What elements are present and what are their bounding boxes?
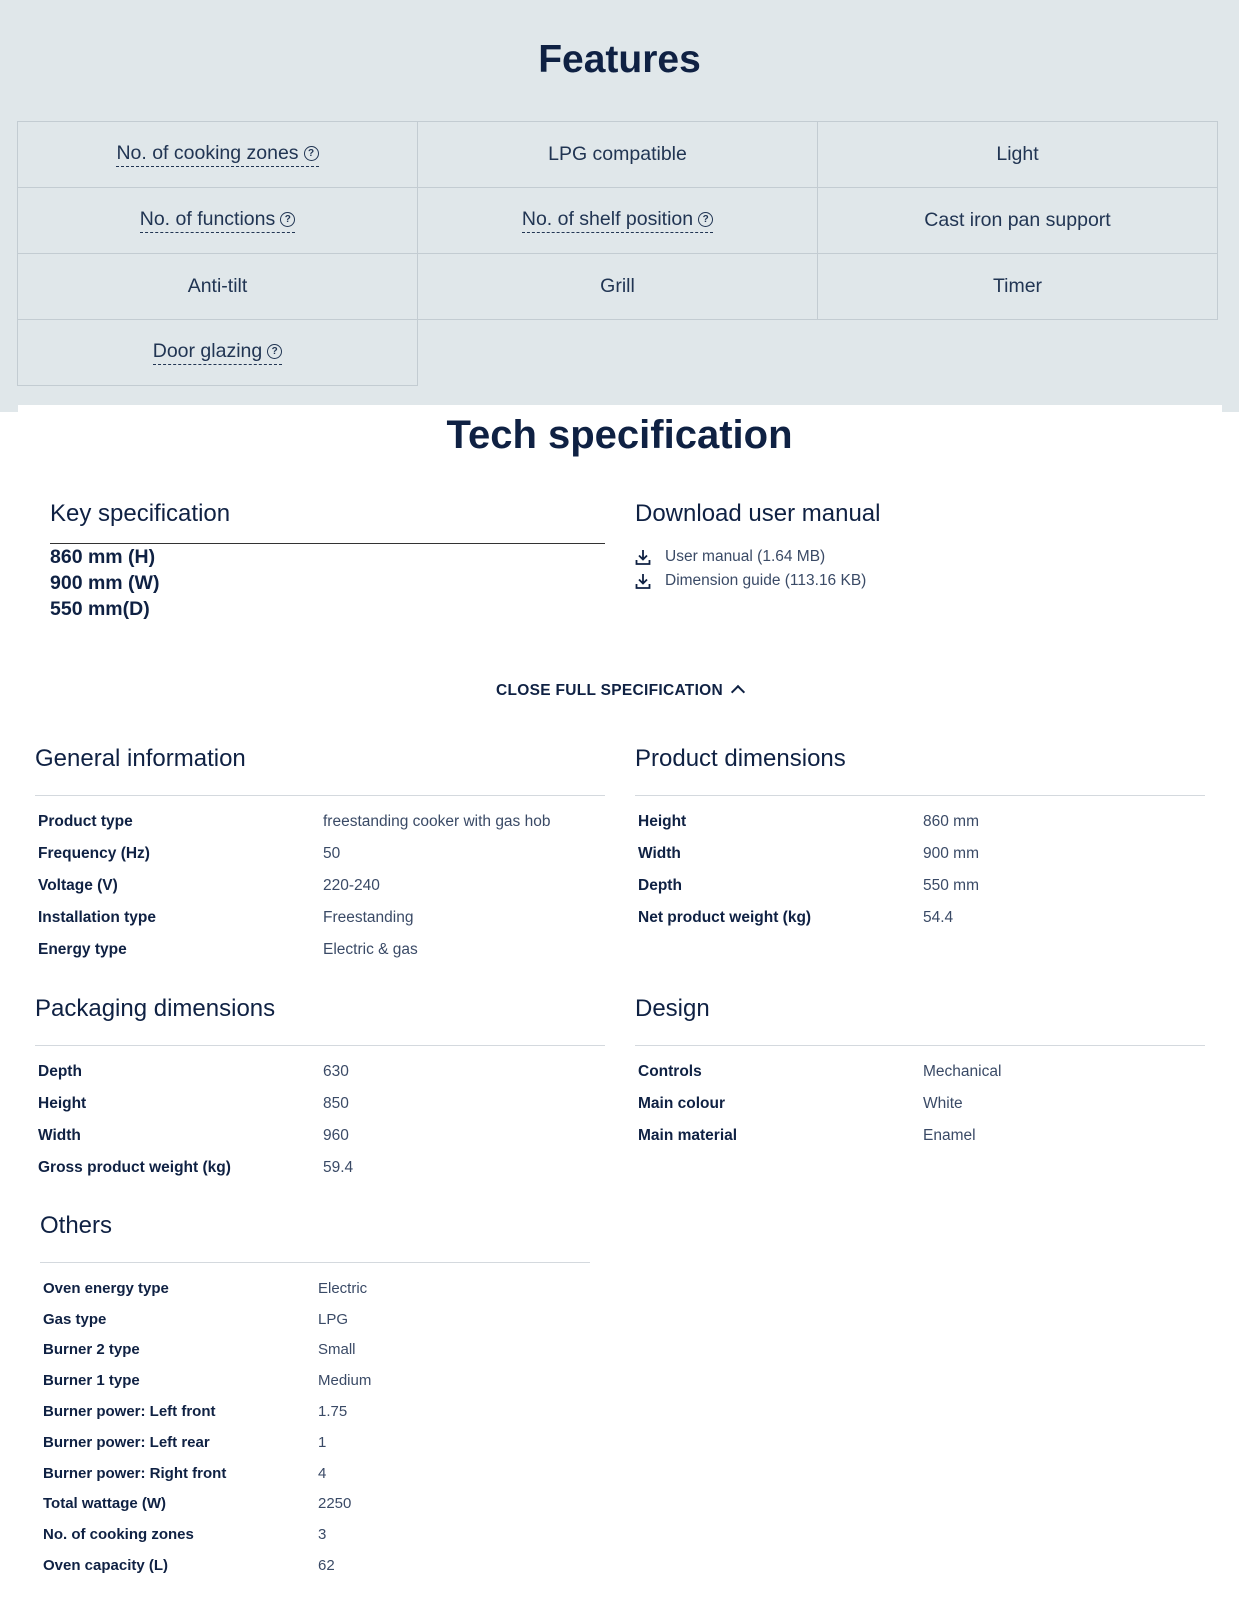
feature-tooltip-label[interactable]: [522, 208, 713, 233]
key-spec-height: 860 mm (H): [50, 546, 156, 568]
download-icon: [635, 549, 651, 565]
spec-value: 850: [323, 1095, 349, 1112]
spec-row: [40, 1273, 590, 1304]
question-mark-icon[interactable]: ?: [304, 146, 319, 161]
feature-label: LPG compatible: [548, 143, 687, 165]
spec-label: Total wattage (W): [43, 1495, 167, 1513]
spec-row: [635, 1056, 1205, 1088]
spec-row: [40, 1458, 590, 1489]
feature-label: Anti-tilt: [187, 275, 248, 297]
feature-label: Timer: [992, 275, 1043, 297]
spec-label: Burner 2 type: [43, 1341, 140, 1359]
feature-cell: [817, 121, 1218, 188]
spec-label: Net product weight (kg): [638, 909, 812, 926]
key-spec-title: Key specification: [50, 500, 231, 527]
spec-label: Burner power: Left rear: [43, 1433, 210, 1451]
spec-value: 3: [318, 1526, 327, 1544]
feature-cell[interactable]: [417, 187, 818, 254]
download-icon: [635, 573, 651, 589]
product-dimensions-block: [635, 745, 1205, 934]
feature-cell[interactable]: [17, 187, 418, 254]
feature-label: Grill: [600, 275, 635, 297]
spec-value: 900 mm: [923, 845, 979, 862]
others-block: [40, 1212, 590, 1581]
feature-tooltip-label[interactable]: [116, 142, 318, 167]
spec-row: [40, 1427, 590, 1458]
spec-row: [35, 1056, 605, 1088]
tech-title: Tech specification: [446, 413, 793, 457]
feature-label: No. of cooking zones: [116, 142, 299, 164]
section-divider: [35, 795, 605, 796]
spec-row: [40, 1519, 590, 1550]
spec-label: Controls: [638, 1063, 702, 1080]
feature-empty-cell: [417, 319, 818, 386]
section-heading: Packaging dimensions: [35, 995, 276, 1022]
spec-row: [35, 1152, 605, 1184]
spec-label: Height: [638, 813, 687, 830]
spec-value: 62: [318, 1557, 335, 1575]
spec-row: [40, 1489, 590, 1520]
spec-row: [635, 838, 1205, 870]
spec-label: Height: [38, 1095, 87, 1112]
spec-value: 220-240: [323, 877, 380, 894]
feature-label: Cast iron pan support: [924, 209, 1111, 231]
spec-row: [40, 1365, 590, 1396]
spec-value: 550 mm: [923, 877, 979, 894]
spec-row: [40, 1550, 590, 1581]
spec-label: Gas type: [43, 1310, 107, 1328]
design-block: [635, 995, 1205, 1152]
spec-value: 59.4: [323, 1159, 354, 1176]
spec-label: Voltage (V): [38, 877, 118, 894]
download-list: [635, 545, 866, 593]
key-spec-values: [50, 544, 159, 622]
spec-value: 1.75: [318, 1403, 348, 1421]
spec-row: [35, 1088, 605, 1120]
spec-label: Width: [38, 1127, 81, 1144]
spec-row: [35, 1120, 605, 1152]
spec-row: [635, 1088, 1205, 1120]
spec-label: Main material: [638, 1127, 738, 1144]
spec-label: Installation type: [38, 909, 156, 926]
chevron-up-icon: [731, 685, 745, 699]
spec-row: [635, 870, 1205, 902]
feature-cell: [417, 253, 818, 320]
feature-label: Light: [996, 143, 1039, 165]
spec-row: [35, 934, 605, 966]
spec-label: Main colour: [638, 1095, 725, 1112]
spec-label: Burner 1 type: [43, 1372, 140, 1390]
spec-label: Frequency (Hz): [38, 845, 150, 862]
spec-row: [35, 870, 605, 902]
spec-label: Depth: [38, 1063, 82, 1080]
spec-label: Depth: [638, 877, 682, 894]
spec-value: 1: [318, 1433, 327, 1451]
spec-row: [40, 1396, 590, 1427]
spec-label: Product type: [38, 813, 133, 830]
spec-row: [40, 1335, 590, 1366]
question-mark-icon[interactable]: ?: [267, 344, 282, 359]
spec-value: White: [923, 1095, 963, 1112]
spec-label: Burner power: Left front: [43, 1403, 216, 1421]
section-heading: Others: [40, 1212, 113, 1239]
spec-label: Width: [638, 845, 681, 862]
feature-cell: [817, 187, 1218, 254]
close-full-spec-label: CLOSE FULL SPECIFICATION: [495, 682, 724, 699]
spec-value: 960: [323, 1127, 349, 1144]
dimension-guide-link[interactable]: [635, 569, 866, 593]
features-grid: [17, 121, 1217, 385]
feature-cell: [417, 121, 818, 188]
spec-label: Energy type: [38, 941, 127, 958]
spec-row: [40, 1304, 590, 1335]
spec-label: Gross product weight (kg): [38, 1159, 231, 1176]
spec-label: Oven capacity (L): [43, 1557, 169, 1575]
key-spec-width: 900 mm (W): [50, 572, 160, 594]
spec-row: [635, 806, 1205, 838]
section-divider: [635, 795, 1205, 796]
close-full-spec-button[interactable]: [0, 682, 1239, 700]
section-divider: [635, 1045, 1205, 1046]
spec-value: Freestanding: [323, 909, 414, 926]
feature-empty-cell: [817, 319, 1218, 386]
spec-label: No. of cooking zones: [43, 1526, 194, 1544]
spec-row: [635, 1120, 1205, 1152]
user-manual-label: User manual (1.64 MB): [665, 548, 826, 565]
spec-label: Oven energy type: [43, 1279, 169, 1297]
spec-value: 2250: [318, 1495, 352, 1513]
spec-value: Enamel: [923, 1127, 976, 1144]
section-heading: General information: [35, 745, 246, 772]
section-divider: [35, 1045, 605, 1046]
spec-value: 630: [323, 1063, 349, 1080]
feature-cell[interactable]: [17, 319, 418, 386]
user-manual-link[interactable]: [635, 545, 866, 569]
spec-value: 50: [323, 845, 341, 862]
section-heading: Product dimensions: [635, 745, 846, 772]
spec-value: 4: [318, 1464, 327, 1482]
dimension-guide-label: Dimension guide (113.16 KB): [665, 572, 867, 589]
general-information-block: [35, 745, 605, 966]
spec-value: 860 mm: [923, 813, 979, 830]
spec-label: Burner power: Right front: [43, 1464, 227, 1482]
feature-cell: [17, 253, 418, 320]
spec-value: freestanding cooker with gas hob: [323, 813, 551, 830]
spec-row: [635, 902, 1205, 934]
key-spec-depth: 550 mm(D): [50, 598, 150, 620]
spec-row: [35, 902, 605, 934]
question-mark-icon[interactable]: ?: [698, 212, 713, 227]
spec-row: [35, 806, 605, 838]
spec-value: Electric: [318, 1279, 368, 1297]
feature-label: Door glazing: [152, 340, 263, 362]
spec-value: LPG: [318, 1310, 349, 1328]
spec-value: Medium: [318, 1372, 372, 1390]
spec-value: Electric & gas: [323, 941, 418, 958]
spec-value: Mechanical: [923, 1063, 1002, 1080]
feature-label: No. of shelf position: [521, 208, 694, 230]
packaging-dimensions-block: [35, 995, 605, 1184]
spec-value: Small: [318, 1341, 356, 1359]
section-heading: Design: [635, 995, 710, 1022]
feature-cell[interactable]: [17, 121, 418, 188]
question-mark-icon[interactable]: ?: [280, 212, 295, 227]
spec-value: 54.4: [923, 909, 954, 926]
feature-cell: [817, 253, 1218, 320]
download-title: Download user manual: [635, 500, 881, 527]
feature-tooltip-label[interactable]: [140, 208, 296, 233]
feature-tooltip-label[interactable]: [153, 340, 282, 365]
section-divider: [40, 1262, 590, 1263]
features-title: Features: [538, 38, 701, 81]
feature-label: No. of functions: [139, 208, 276, 230]
spec-row: [35, 838, 605, 870]
